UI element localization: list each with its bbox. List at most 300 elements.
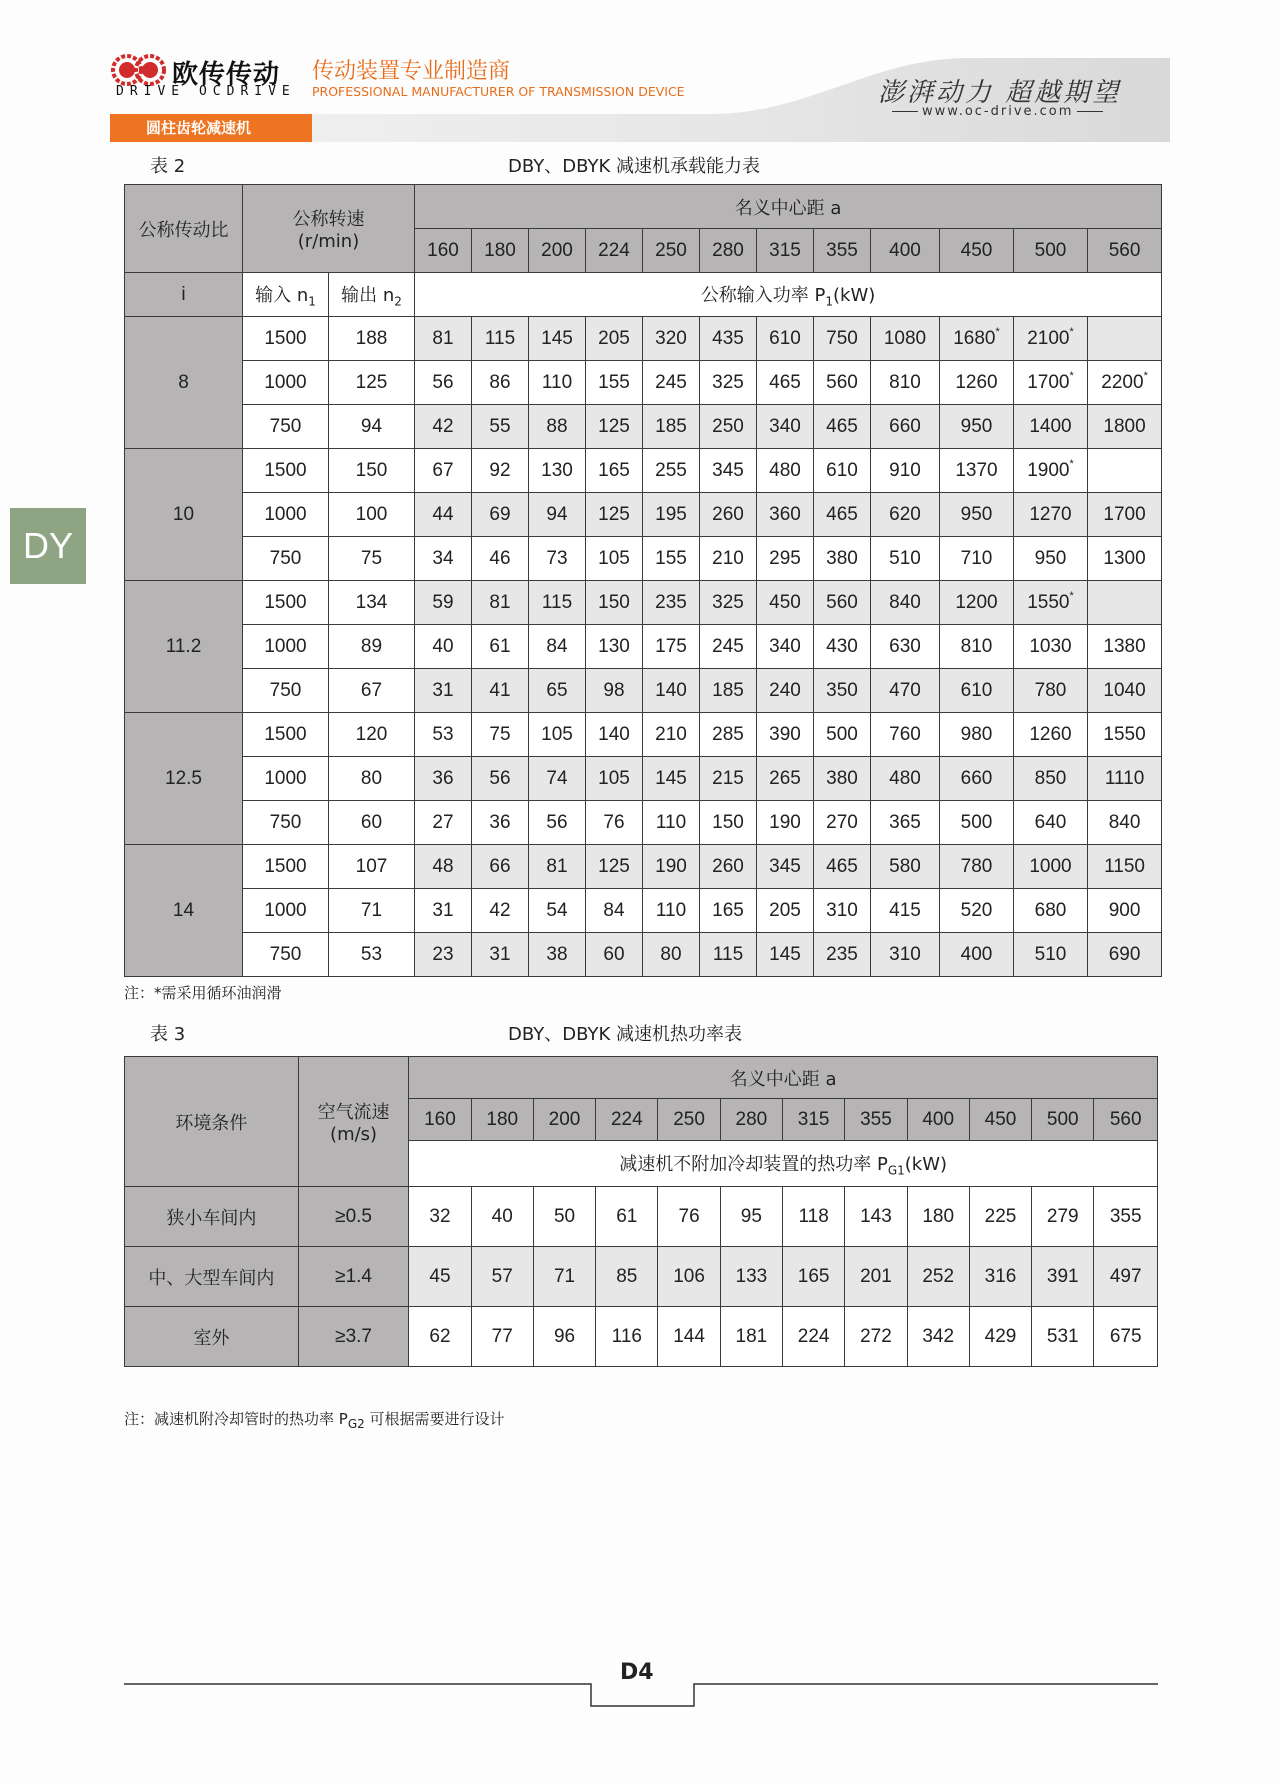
power-cell: 610 [940, 669, 1014, 713]
power-cell: 840 [1088, 801, 1162, 845]
center-distance-cell: 200 [533, 1099, 595, 1141]
header-center-distance: 名义中心距 a [409, 1057, 1158, 1099]
power-cell: 1000 [1014, 845, 1088, 889]
thermal-power-cell: 391 [1032, 1247, 1094, 1307]
power-cell: 140 [643, 669, 700, 713]
load-capacity-table [124, 184, 1162, 977]
power-cell: 36 [472, 801, 529, 845]
center-distance-cell: 224 [586, 229, 643, 273]
air-speed-cell: ≥1.4 [298, 1247, 409, 1307]
power-cell: 41 [472, 669, 529, 713]
power-cell: 810 [871, 361, 940, 405]
power-cell: 61 [472, 625, 529, 669]
thermal-power-cell: 225 [969, 1187, 1031, 1247]
header-input-sub: 1 [308, 294, 316, 309]
power-cell: 245 [643, 361, 700, 405]
power-cell: 1800 [1088, 405, 1162, 449]
power-cell: 92 [472, 449, 529, 493]
table-row [125, 1187, 1158, 1247]
power-cell: 345 [757, 845, 814, 889]
power-cell: 150 [586, 581, 643, 625]
center-distance-cell: 280 [720, 1099, 782, 1141]
power-cell: 56 [472, 757, 529, 801]
thermal-power-cell: 71 [533, 1247, 595, 1307]
air-speed-cell: ≥0.5 [298, 1187, 409, 1247]
power-cell: 245 [700, 625, 757, 669]
power-cell: 145 [643, 757, 700, 801]
power-cell: 435 [700, 317, 757, 361]
thermal-power-cell: 61 [596, 1187, 658, 1247]
output-speed-cell: 94 [329, 405, 415, 449]
power-cell: 53 [415, 713, 472, 757]
power-cell: 465 [814, 405, 871, 449]
environment-cell: 狭小车间内 [125, 1187, 299, 1247]
power-cell: 1700* [1014, 361, 1088, 405]
header-speed [243, 185, 415, 273]
power-cell: 295 [757, 537, 814, 581]
thermal-power-cell: 252 [907, 1247, 969, 1307]
note-text-end: 可根据需要进行设计 [364, 1410, 505, 1428]
thermal-power-cell: 180 [907, 1187, 969, 1247]
environment-cell: 室外 [125, 1307, 299, 1367]
power-cell: 980 [940, 713, 1014, 757]
footnote-mark: * [1069, 457, 1074, 470]
power-cell: 1370 [940, 449, 1014, 493]
header-input-label: 输入 n [255, 284, 309, 306]
power-cell: 690 [1088, 933, 1162, 977]
power-cell: 260 [700, 493, 757, 537]
power-cell: 185 [700, 669, 757, 713]
power-cell: 950 [940, 493, 1014, 537]
power-cell: 630 [871, 625, 940, 669]
center-distance-cell: 200 [529, 229, 586, 273]
power-cell: 59 [415, 581, 472, 625]
power-cell: 130 [586, 625, 643, 669]
power-cell: 660 [940, 757, 1014, 801]
table-row [125, 449, 1162, 493]
table-row [125, 405, 1162, 449]
power-cell: 86 [472, 361, 529, 405]
input-speed-cell: 1500 [243, 581, 329, 625]
table-row [125, 933, 1162, 977]
slogan: 澎湃动力 超越期望 [878, 78, 1122, 108]
power-cell: 465 [814, 845, 871, 889]
power-cell: 1030 [1014, 625, 1088, 669]
thermal-power-cell: 85 [596, 1247, 658, 1307]
table-row [125, 317, 1162, 361]
power-cell: 125 [586, 405, 643, 449]
center-distance-cell: 500 [1014, 229, 1088, 273]
output-speed-cell: 75 [329, 537, 415, 581]
thermal-power-cell: 96 [533, 1307, 595, 1367]
power-cell: 610 [757, 317, 814, 361]
thermal-power-cell: 355 [1094, 1187, 1158, 1247]
ratio-cell: 8 [125, 317, 243, 449]
power-cell: 140 [586, 713, 643, 757]
header-input-power [415, 273, 1162, 317]
power-cell: 660 [871, 405, 940, 449]
power-cell: 145 [757, 933, 814, 977]
power-cell: 580 [871, 845, 940, 889]
power-cell: 55 [472, 405, 529, 449]
footnote-mark: * [1069, 589, 1074, 602]
power-cell: 2100* [1014, 317, 1088, 361]
footnote-mark: * [1069, 325, 1074, 338]
power-cell: 27 [415, 801, 472, 845]
power-cell: 84 [529, 625, 586, 669]
power-cell: 760 [871, 713, 940, 757]
header-ratio: 公称传动比 [125, 185, 243, 273]
power-cell: 325 [700, 361, 757, 405]
output-speed-cell: 100 [329, 493, 415, 537]
power-cell: 430 [814, 625, 871, 669]
input-speed-cell: 1500 [243, 713, 329, 757]
center-distance-cell: 315 [757, 229, 814, 273]
environment-cell: 中、大型车间内 [125, 1247, 299, 1307]
center-distance-cell: 450 [969, 1099, 1031, 1141]
power-cell: 56 [529, 801, 586, 845]
website-url: www.oc-drive.com [888, 104, 1107, 119]
power-cell: 31 [472, 933, 529, 977]
power-cell: 105 [586, 537, 643, 581]
table3-number: 表 3 [150, 1024, 186, 1045]
output-speed-cell: 107 [329, 845, 415, 889]
tagline-chinese: 传动装置专业制造商 [312, 59, 511, 84]
power-cell: 1680* [940, 317, 1014, 361]
power-cell: 710 [940, 537, 1014, 581]
thermal-power-cell: 118 [783, 1187, 845, 1247]
power-cell: 470 [871, 669, 940, 713]
power-cell: 340 [757, 625, 814, 669]
input-speed-cell: 1000 [243, 757, 329, 801]
logo-chinese-name: 欧传传动 [172, 60, 281, 90]
power-cell: 210 [700, 537, 757, 581]
power-cell: 910 [871, 449, 940, 493]
header-thermal-unit: (kW) [904, 1153, 948, 1175]
thermal-power-cell: 429 [969, 1307, 1031, 1367]
thermal-power-cell: 165 [783, 1247, 845, 1307]
power-cell: 23 [415, 933, 472, 977]
header-output-sub: 2 [394, 294, 402, 309]
header-i: i [125, 273, 243, 317]
power-cell: 1260 [940, 361, 1014, 405]
power-cell: 680 [1014, 889, 1088, 933]
power-cell: 310 [871, 933, 940, 977]
table-row [125, 845, 1162, 889]
power-cell: 1260 [1014, 713, 1088, 757]
table2-number: 表 2 [150, 156, 186, 177]
thermal-power-cell: 675 [1094, 1307, 1158, 1367]
thermal-power-table [124, 1056, 1158, 1367]
power-cell: 345 [700, 449, 757, 493]
page-number: D4 [620, 1660, 654, 1685]
header-power-label: 公称输入功率 P [700, 284, 826, 306]
table-row [125, 493, 1162, 537]
power-cell: 56 [415, 361, 472, 405]
power-cell: 255 [643, 449, 700, 493]
table-row [125, 361, 1162, 405]
power-cell: 1400 [1014, 405, 1088, 449]
header-thermal-sub: G1 [887, 1163, 905, 1178]
power-cell: 1900* [1014, 449, 1088, 493]
header-thermal-label: 减速机不附加冷却装置的热功率 P [619, 1153, 888, 1175]
input-speed-cell: 1000 [243, 493, 329, 537]
power-cell: 34 [415, 537, 472, 581]
power-cell: 31 [415, 889, 472, 933]
input-speed-cell: 1000 [243, 889, 329, 933]
power-cell: 950 [1014, 537, 1088, 581]
power-cell: 325 [700, 581, 757, 625]
power-cell: 215 [700, 757, 757, 801]
thermal-power-cell: 316 [969, 1247, 1031, 1307]
table3-title: DBY、DBYK 减速机热功率表 [508, 1024, 742, 1045]
power-cell: 320 [643, 317, 700, 361]
input-speed-cell: 750 [243, 801, 329, 845]
ratio-cell: 11.2 [125, 581, 243, 713]
power-cell: 415 [871, 889, 940, 933]
power-cell: 350 [814, 669, 871, 713]
table2-title: DBY、DBYK 减速机承载能力表 [508, 156, 760, 177]
power-cell: 390 [757, 713, 814, 757]
output-speed-cell: 188 [329, 317, 415, 361]
power-cell: 380 [814, 757, 871, 801]
table2-note: 注：*需采用循环油润滑 [124, 984, 282, 1002]
power-cell: 115 [529, 581, 586, 625]
output-speed-cell: 71 [329, 889, 415, 933]
input-speed-cell: 750 [243, 669, 329, 713]
power-cell: 190 [643, 845, 700, 889]
thermal-power-cell: 279 [1032, 1187, 1094, 1247]
power-cell: 81 [415, 317, 472, 361]
power-cell: 560 [814, 581, 871, 625]
output-speed-cell: 53 [329, 933, 415, 977]
center-distance-cell: 450 [940, 229, 1014, 273]
power-cell: 510 [1014, 933, 1088, 977]
thermal-power-cell: 76 [658, 1187, 720, 1247]
thermal-power-cell: 143 [845, 1187, 907, 1247]
power-cell: 67 [415, 449, 472, 493]
power-cell: 115 [700, 933, 757, 977]
header-environment: 环境条件 [125, 1057, 299, 1187]
power-cell: 1080 [871, 317, 940, 361]
center-distance-cell: 315 [783, 1099, 845, 1141]
thermal-power-cell: 181 [720, 1307, 782, 1367]
header-output-speed [329, 273, 415, 317]
power-cell: 260 [700, 845, 757, 889]
center-distance-cell: 400 [907, 1099, 969, 1141]
power-cell: 510 [871, 537, 940, 581]
input-speed-cell: 750 [243, 537, 329, 581]
center-distance-cell: 250 [658, 1099, 720, 1141]
input-speed-cell: 750 [243, 933, 329, 977]
power-cell: 42 [415, 405, 472, 449]
power-cell: 88 [529, 405, 586, 449]
power-cell: 110 [643, 801, 700, 845]
power-cell: 1550* [1014, 581, 1088, 625]
power-cell: 54 [529, 889, 586, 933]
power-cell: 110 [643, 889, 700, 933]
power-cell: 31 [415, 669, 472, 713]
power-cell: 235 [814, 933, 871, 977]
power-cell: 98 [586, 669, 643, 713]
power-cell: 165 [700, 889, 757, 933]
power-cell: 130 [529, 449, 586, 493]
power-cell: 94 [529, 493, 586, 537]
thermal-power-cell: 77 [471, 1307, 533, 1367]
tagline-english: PROFESSIONAL MANUFACTURER OF TRANSMISSION DEVICE [312, 84, 685, 99]
power-cell: 48 [415, 845, 472, 889]
power-cell: 2200* [1088, 361, 1162, 405]
center-distance-cell: 250 [643, 229, 700, 273]
power-cell: 340 [757, 405, 814, 449]
input-speed-cell: 750 [243, 405, 329, 449]
power-cell: 465 [814, 493, 871, 537]
power-cell: 500 [940, 801, 1014, 845]
power-cell [1088, 317, 1162, 361]
center-distance-cell: 180 [472, 229, 529, 273]
thermal-power-cell: 57 [471, 1247, 533, 1307]
output-speed-cell: 120 [329, 713, 415, 757]
power-cell: 240 [757, 669, 814, 713]
output-speed-cell: 89 [329, 625, 415, 669]
power-cell: 205 [586, 317, 643, 361]
power-cell [1088, 581, 1162, 625]
power-cell: 190 [757, 801, 814, 845]
power-cell: 150 [700, 801, 757, 845]
thermal-power-cell: 106 [658, 1247, 720, 1307]
thermal-power-cell: 497 [1094, 1247, 1158, 1307]
center-distance-cell: 355 [845, 1099, 907, 1141]
power-cell: 270 [814, 801, 871, 845]
power-cell: 780 [1014, 669, 1088, 713]
power-cell: 1550 [1088, 713, 1162, 757]
thermal-power-cell: 40 [471, 1187, 533, 1247]
input-speed-cell: 1500 [243, 317, 329, 361]
power-cell: 42 [472, 889, 529, 933]
power-cell: 155 [586, 361, 643, 405]
thermal-power-cell: 133 [720, 1247, 782, 1307]
table-row [125, 757, 1162, 801]
power-cell: 1200 [940, 581, 1014, 625]
power-cell: 185 [643, 405, 700, 449]
power-cell: 380 [814, 537, 871, 581]
power-cell: 365 [871, 801, 940, 845]
center-distance-cell: 224 [596, 1099, 658, 1141]
header-center-distance: 名义中心距 a [415, 185, 1162, 229]
center-distance-cell: 180 [471, 1099, 533, 1141]
center-distance-cell: 160 [415, 229, 472, 273]
power-cell: 265 [757, 757, 814, 801]
header-output-label: 输出 n [341, 284, 395, 306]
power-cell: 74 [529, 757, 586, 801]
thermal-power-cell: 45 [409, 1247, 471, 1307]
power-cell: 850 [1014, 757, 1088, 801]
power-cell: 400 [940, 933, 1014, 977]
output-speed-cell: 67 [329, 669, 415, 713]
input-speed-cell: 1500 [243, 845, 329, 889]
table-row [125, 625, 1162, 669]
power-cell: 46 [472, 537, 529, 581]
thermal-power-cell: 342 [907, 1307, 969, 1367]
category-tab: 圆柱齿轮减速机 [110, 114, 312, 142]
table-row [125, 801, 1162, 845]
power-cell: 205 [757, 889, 814, 933]
power-cell: 480 [757, 449, 814, 493]
power-cell: 500 [814, 713, 871, 757]
power-cell: 155 [643, 537, 700, 581]
power-cell: 520 [940, 889, 1014, 933]
company-logo [110, 44, 300, 102]
power-cell: 125 [586, 845, 643, 889]
header-power-unit: (kW) [833, 284, 876, 306]
power-cell: 125 [586, 493, 643, 537]
power-cell: 780 [940, 845, 1014, 889]
header-air-unit: (m/s) [330, 1124, 378, 1145]
output-speed-cell: 60 [329, 801, 415, 845]
power-cell: 560 [814, 361, 871, 405]
power-cell: 620 [871, 493, 940, 537]
power-cell: 1150 [1088, 845, 1162, 889]
table-row [125, 669, 1162, 713]
thermal-power-cell: 95 [720, 1187, 782, 1247]
power-cell: 285 [700, 713, 757, 757]
power-cell: 84 [586, 889, 643, 933]
table-row [125, 889, 1162, 933]
power-cell: 810 [940, 625, 1014, 669]
center-distance-cell: 355 [814, 229, 871, 273]
power-cell: 450 [757, 581, 814, 625]
header-air-label: 空气流速 [317, 1102, 390, 1123]
power-cell: 840 [871, 581, 940, 625]
ratio-cell: 12.5 [125, 713, 243, 845]
center-distance-cell: 560 [1088, 229, 1162, 273]
power-cell: 310 [814, 889, 871, 933]
power-cell [1088, 449, 1162, 493]
power-cell: 900 [1088, 889, 1162, 933]
center-distance-cell: 500 [1032, 1099, 1094, 1141]
center-distance-cell: 280 [700, 229, 757, 273]
power-cell: 36 [415, 757, 472, 801]
power-cell: 235 [643, 581, 700, 625]
input-speed-cell: 1000 [243, 625, 329, 669]
header-air-speed [298, 1057, 409, 1187]
side-section-tab: DY [10, 508, 86, 584]
power-cell: 175 [643, 625, 700, 669]
table-row [125, 581, 1162, 625]
thermal-power-cell: 32 [409, 1187, 471, 1247]
thermal-power-cell: 62 [409, 1307, 471, 1367]
power-cell: 750 [814, 317, 871, 361]
center-distance-cell: 400 [871, 229, 940, 273]
power-cell: 73 [529, 537, 586, 581]
power-cell: 60 [586, 933, 643, 977]
footnote-mark: * [1143, 369, 1148, 382]
power-cell: 640 [1014, 801, 1088, 845]
power-cell: 66 [472, 845, 529, 889]
header-thermal-power [409, 1141, 1158, 1187]
output-speed-cell: 125 [329, 361, 415, 405]
output-speed-cell: 80 [329, 757, 415, 801]
thermal-power-cell: 224 [783, 1307, 845, 1367]
air-speed-cell: ≥3.7 [298, 1307, 409, 1367]
header-power-sub: 1 [825, 294, 834, 309]
power-cell: 75 [472, 713, 529, 757]
footnote-mark: * [995, 325, 1000, 338]
thermal-power-cell: 201 [845, 1247, 907, 1307]
header-speed-unit: (r/min) [297, 231, 360, 252]
power-cell: 480 [871, 757, 940, 801]
thermal-power-cell: 116 [596, 1307, 658, 1367]
